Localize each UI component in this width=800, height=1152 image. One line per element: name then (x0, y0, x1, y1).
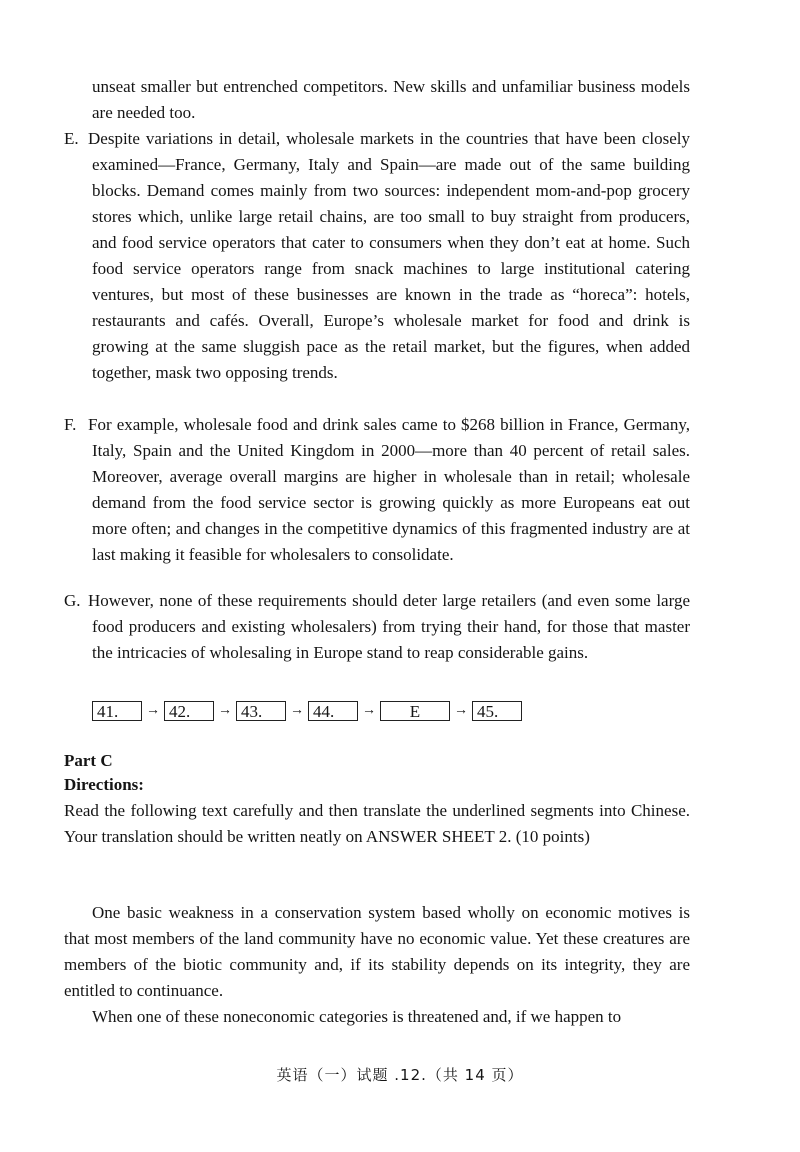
given-box-e: E (380, 701, 450, 721)
part-c-heading: Part C (64, 751, 113, 770)
option-e (64, 126, 690, 386)
directions-heading: Directions: (64, 775, 144, 794)
arrow-icon: → (218, 703, 232, 718)
passage-paragraph-1: One basic weakness in a conservation system based wholly on economic motives is that most members of the land community have no economic value. Yet these creatures are members of the biotic community and, if its stability depends on its integrity, they are entitled to continuance. (64, 903, 690, 1000)
option-text: Despite variations in detail, wholesale markets in the countries that have been closely examined—France, Germany, Italy and Spain—are made out of the same building blocks. Demand comes mainly from two sources: independent mom-and-pop grocery stores which, unlike large retail chains, are too small to buy straight from producers, and food service operators that cater to consumers when they don’t eat at home. Such food service operators range from snack machines to large institutional catering ventures, but most of these businesses are known in the trade as “horeca”: hotels, restaurants and cafés. Overall, Europe’s wholesale market for food and drink is growing at the same sluggish pace as the retail market, but the figures, when added together, mask two opposing trends. (88, 129, 690, 382)
page-footer: 英语（一）试题 .12.（共 14 页） (276, 1066, 524, 1084)
arrow-icon: → (362, 703, 376, 718)
answer-box-43[interactable]: 43. (236, 701, 286, 721)
option-label: G. (64, 591, 81, 610)
arrow-icon: → (454, 703, 468, 718)
passage-paragraph-2: When one of these noneconomic categories is threatened and, if we happen to (92, 1007, 622, 1026)
option-text: However, none of these requirements should deter large retailers (and even some large food producers and existing wholesalers) from trying their hand, for those that master the intricacies of wholesaling in Europe stand to reap considerable gains. (88, 591, 690, 662)
answer-box-41[interactable]: 41. (92, 701, 142, 721)
answer-box-42[interactable]: 42. (164, 701, 214, 721)
arrow-icon: → (290, 703, 304, 718)
option-g (64, 588, 690, 666)
intro-paragraph: unseat smaller but entrenched competitors. New skills and unfamiliar business models are needed too. (92, 77, 690, 122)
option-f (64, 412, 690, 568)
answer-box-45[interactable]: 45. (472, 701, 522, 721)
option-text: For example, wholesale food and drink sales came to $268 billion in France, Germany, Italy, Spain and the United Kingdom in 2000—more than 40 percent of retail sales. Moreover, average overall margins are higher in wholesale than in retail; wholesale demand from the food service sector is growing quickly as more Europeans eat out more often; and changes in the competitive dynamics of this fragmented industry are at last making it feasible for wholesalers to consolidate. (88, 415, 690, 564)
option-label: F. (64, 415, 77, 434)
option-label: E. (64, 129, 79, 148)
paragraph-order-sequence (92, 700, 522, 722)
directions-text: Read the following text carefully and then translate the underlined segments into Chinese. Your translation should be written neatly on ANSWER SHEET 2. (10 points) (64, 801, 690, 846)
answer-box-44[interactable]: 44. (308, 701, 358, 721)
arrow-icon: → (146, 703, 160, 718)
